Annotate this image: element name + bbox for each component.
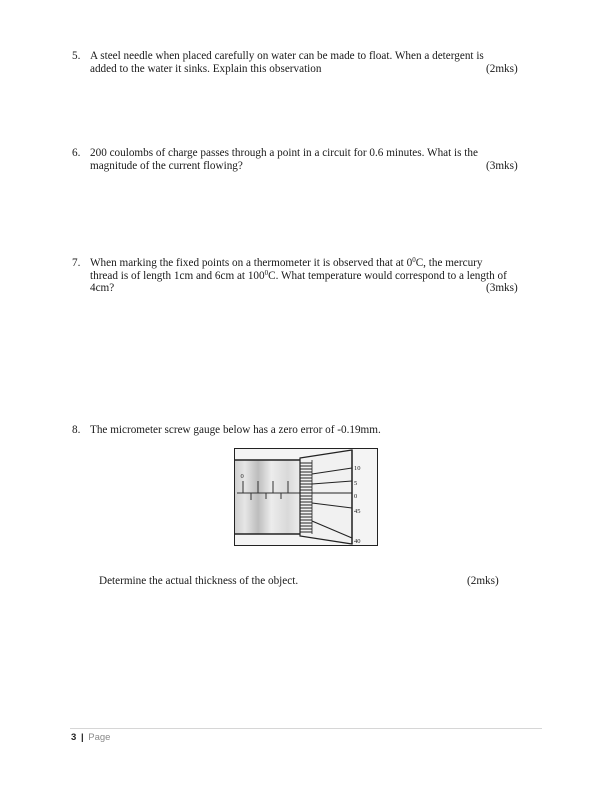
micrometer-figure [234,448,378,546]
footer-divider [70,728,542,729]
question-8-prompt: Determine the actual thickness of the object. [99,575,299,587]
footer-separator: | [80,732,84,743]
thimble-label-40: 40 [354,538,361,545]
question-5 [72,50,547,75]
question-line [90,257,547,270]
page-number: 3 [71,732,77,743]
question-line: 200 coulombs of charge passes through a point in a circuit for 0.6 minutes. What is the [90,147,478,159]
question-line: 4cm? [90,282,115,295]
marks-label: (2mks) [467,575,499,587]
thimble-label-0: 0 [354,493,358,500]
question-line: A steel needle when placed carefully on water can be made to float. When a detergent is [90,50,484,62]
question-6 [72,147,547,172]
question-number: 6. [72,147,81,159]
degree-superscript: 0 [264,268,269,277]
page-footer [71,732,110,743]
text-segment: When marking the fixed points on a thermometer it is observed that at 0 [90,257,413,269]
question-text [90,50,547,75]
question-line-with-marks [90,63,547,76]
sleeve-zero-label: 0 [240,473,244,480]
thimble-label-10: 10 [354,465,361,472]
question-text [90,257,547,295]
question-text [90,424,547,437]
question-line [90,270,547,283]
page-label: Page [88,732,111,743]
text-segment: C, the mercury [415,257,483,269]
micrometer-screw-gauge-diagram [234,448,378,546]
question-line-with-marks [90,282,547,295]
thimble-label-45: 45 [354,508,361,515]
question-number: 7. [72,257,81,269]
question-number: 5. [72,50,81,62]
question-line: The micrometer screw gauge below has a zero error of -0.19mm. [90,424,381,436]
marks-label: (2mks) [486,62,518,75]
question-line-with-marks [90,160,547,173]
question-7 [72,257,547,295]
marks-label: (3mks) [486,282,518,295]
degree-superscript: 0 [412,256,416,264]
thimble-label-5: 5 [354,480,358,487]
marks-label: (3mks) [486,159,518,172]
question-text [90,147,547,172]
text-segment: thread is of length 1cm and 6cm at 100 [90,269,265,282]
text-segment: C. What temperature would correspond to a length of [268,269,507,282]
question-line: added to the water it sinks. Explain this observation [90,62,322,75]
question-8 [72,424,547,437]
question-line: magnitude of the current flowing? [90,159,243,172]
question-number: 8. [72,424,81,436]
